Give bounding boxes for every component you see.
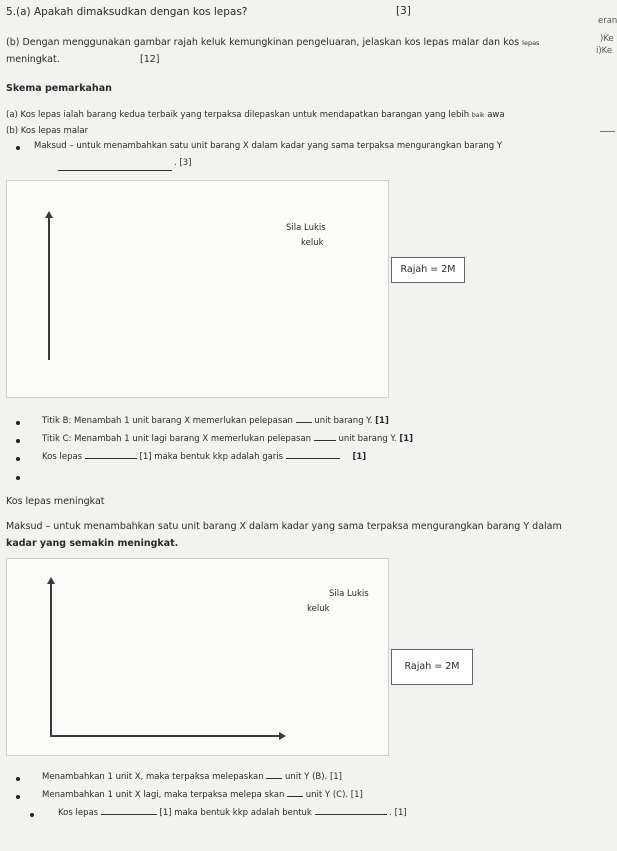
bullet-dot bbox=[16, 439, 20, 443]
section2-bullet-kos: Kos lepas [1] maka bentuk kkp adalah bentuk . [1] bbox=[58, 808, 407, 818]
bullet-dot bbox=[16, 146, 20, 150]
margin-fragment-1: eran bbox=[598, 16, 617, 26]
section2-bullet-c: Menambahkan 1 unit X lagi, maka terpaksa melepa skan unit Y (C). [1] bbox=[42, 790, 363, 800]
answer-blank bbox=[315, 814, 387, 815]
bullet-dot bbox=[16, 457, 20, 461]
meningkat-line2: kadar yang semakin meningkat. bbox=[6, 538, 179, 549]
x-axis-arrow-icon bbox=[279, 732, 286, 740]
margin-fragment-3: i)Ke bbox=[596, 46, 613, 56]
y-axis bbox=[48, 217, 50, 360]
skema-b-marks: . [3] bbox=[174, 158, 192, 168]
answer-blank bbox=[85, 458, 137, 459]
y-axis-arrow-icon bbox=[45, 211, 53, 218]
graph-1-curve-label-1: Sila Lukis bbox=[286, 223, 326, 233]
section1-bullet-c: Titik C: Menambah 1 unit lagi barang X memerlukan pelepasan unit barang Y. [1] bbox=[42, 434, 413, 444]
bullet-dot bbox=[30, 813, 34, 817]
margin-fragment-2: )Ke bbox=[600, 34, 614, 44]
graph-1-rajah-box: Rajah = 2M bbox=[391, 257, 465, 283]
section1-bullet-kos: Kos lepas [1] maka bentuk kkp adalah garis [1] bbox=[42, 452, 367, 462]
answer-blank bbox=[314, 440, 336, 441]
answer-blank bbox=[101, 814, 157, 815]
bullet-dot bbox=[16, 795, 20, 799]
bullet-dot bbox=[16, 476, 20, 480]
graph-1-area bbox=[6, 180, 456, 398]
graph-2-rajah-box: Rajah = 2M bbox=[391, 649, 473, 685]
meningkat-line1: Maksud – untuk menambahkan satu unit barang X dalam kadar yang sama terpaksa mengurangkan barang Y dalam bbox=[6, 521, 562, 532]
y-axis-arrow-icon bbox=[47, 577, 55, 584]
graph-2-curve-label-2: keluk bbox=[307, 604, 330, 614]
margin-line bbox=[600, 131, 615, 132]
question-5b-marks: [12] bbox=[140, 54, 160, 65]
graph-1-curve-label-2: keluk bbox=[301, 238, 324, 248]
graph-2-curve-label-1: Sila Lukis bbox=[329, 589, 369, 599]
skema-title: Skema pemarkahan bbox=[6, 83, 112, 94]
bullet-dot bbox=[16, 421, 20, 425]
skema-a-line: (a) Kos lepas ialah barang kedua terbaik yang terpaksa dilepaskan untuk mendapatkan barangan yang lebih baik awa bbox=[6, 110, 505, 120]
section1-bullet-b: Titik B: Menambah 1 unit barang X memerlukan pelepasan unit barang Y. [1] bbox=[42, 416, 389, 426]
answer-blank bbox=[296, 422, 312, 423]
answer-blank bbox=[266, 778, 282, 779]
section2-bullet-b: Menambahkan 1 unit X, maka terpaksa melepaskan unit Y (B). [1] bbox=[42, 772, 342, 782]
skema-b-bullet: Maksud – untuk menambahkan satu unit barang X dalam kadar yang sama terpaksa mengurangkan barang Y bbox=[34, 141, 503, 151]
meningkat-title: Kos lepas meningkat bbox=[6, 496, 105, 507]
skema-b-line: (b) Kos lepas malar bbox=[6, 126, 89, 136]
bullet-dot bbox=[16, 777, 20, 781]
question-5b-line1: (b) Dengan menggunakan gambar rajah keluk kemungkinan pengeluaran, jelaskan kos lepas malar dan kos lepas bbox=[6, 37, 540, 48]
answer-blank bbox=[286, 458, 340, 459]
question-5a: 5.(a) Apakah dimaksudkan dengan kos lepas? bbox=[6, 6, 248, 18]
answer-blank-line bbox=[58, 170, 172, 171]
x-axis bbox=[50, 735, 280, 737]
question-5a-marks: [3] bbox=[396, 5, 411, 17]
question-5b-line2: meningkat. bbox=[6, 54, 60, 65]
graph-2-area bbox=[6, 558, 460, 756]
y-axis bbox=[50, 583, 52, 736]
answer-blank bbox=[287, 796, 303, 797]
